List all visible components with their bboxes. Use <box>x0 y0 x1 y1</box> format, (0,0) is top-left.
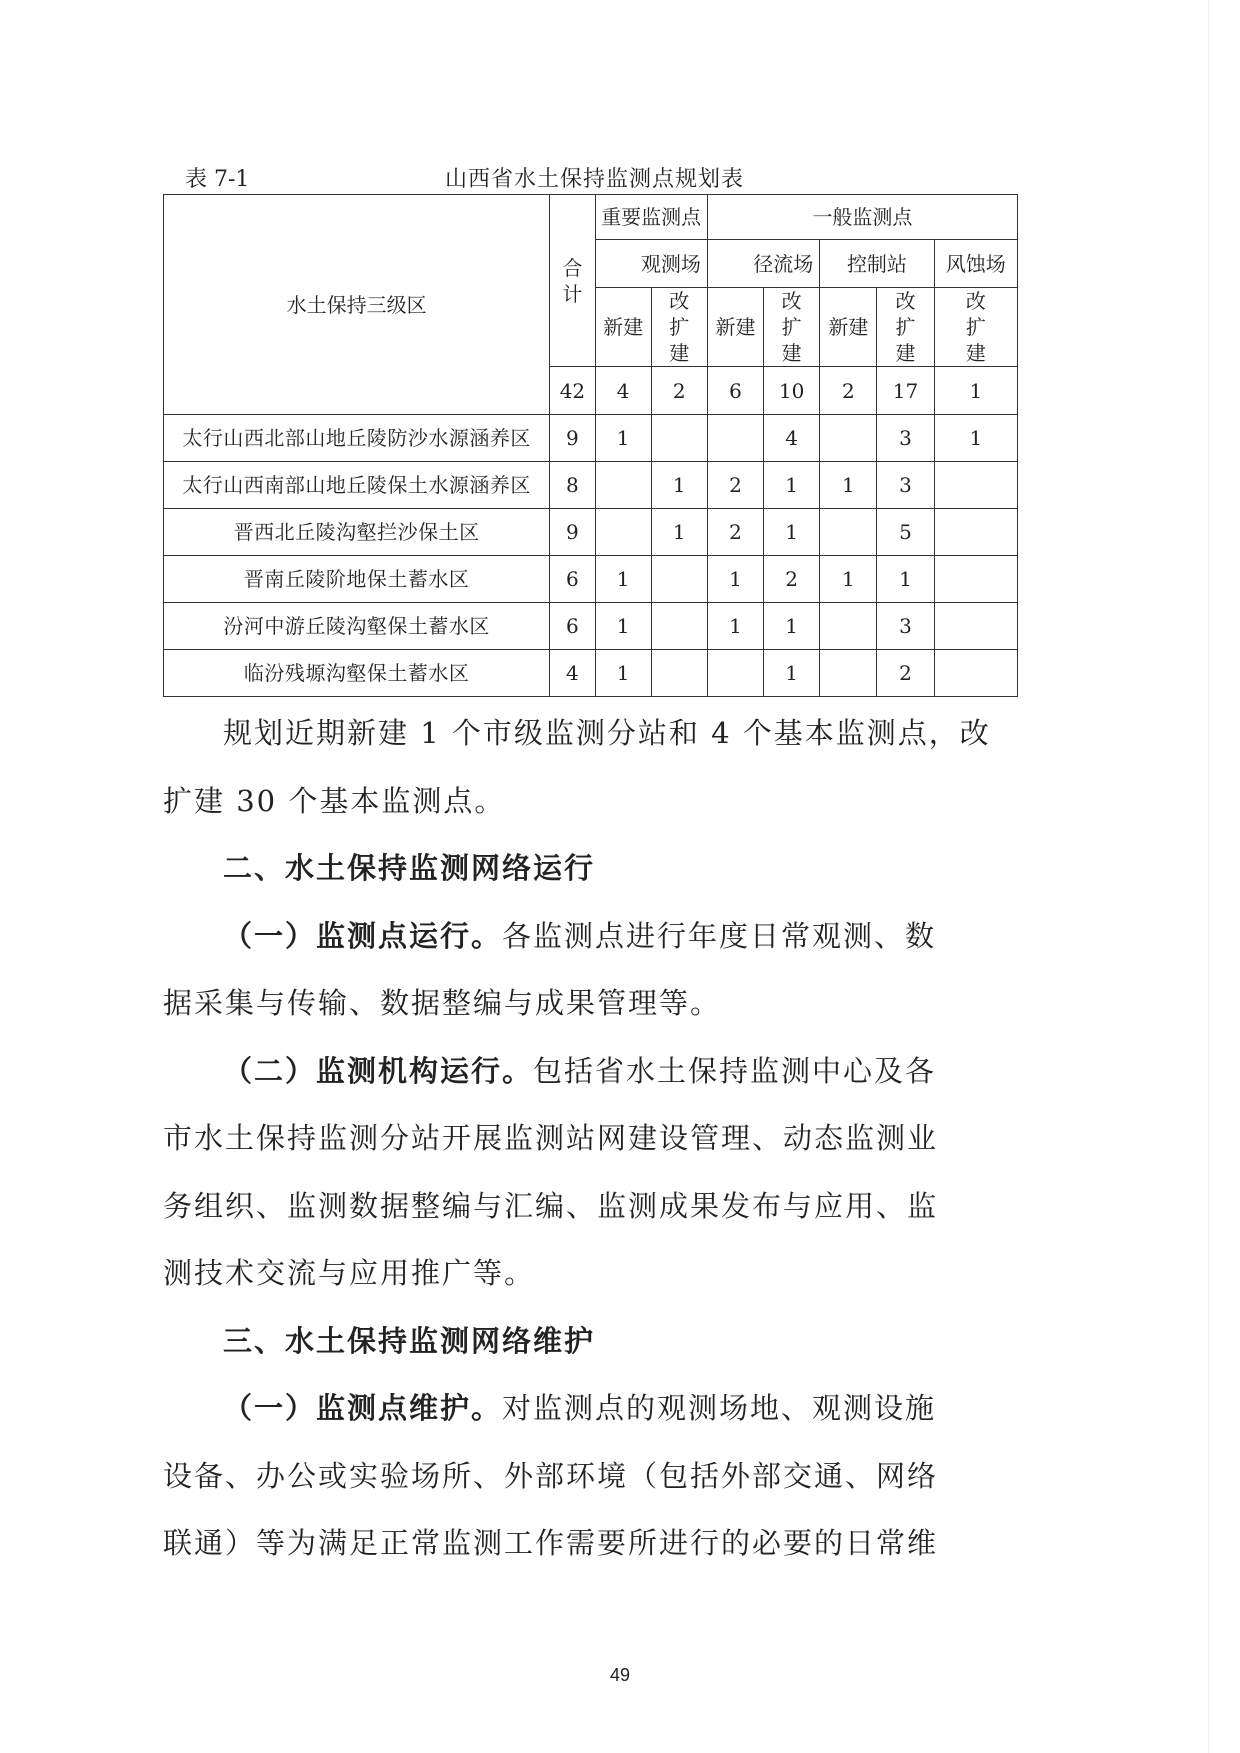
value-cell <box>595 509 651 556</box>
value-cell: 5 <box>877 509 934 556</box>
total-cell: 1 <box>934 367 1017 415</box>
value-cell: 1 <box>764 650 820 697</box>
region-name: 临汾残塬沟壑保土蓄水区 <box>164 650 550 697</box>
table-row <box>164 650 1018 697</box>
value-cell: 1 <box>820 556 877 603</box>
table-row <box>164 509 1018 556</box>
table-title: 山西省水土保持监测点规划表 <box>445 167 745 192</box>
value-cell: 4 <box>764 415 820 462</box>
total-cell: 2 <box>820 367 877 415</box>
header-new: 新建 <box>820 288 877 367</box>
value-cell: 1 <box>877 556 934 603</box>
header-new: 新建 <box>595 288 651 367</box>
header-new: 新建 <box>707 288 763 367</box>
region-name: 太行山西北部山地丘陵防沙水源涵养区 <box>164 415 550 462</box>
value-cell: 2 <box>707 462 763 509</box>
paragraph-line: 测技术交流与应用推广等。 <box>163 1256 536 1290</box>
table-row <box>164 462 1018 509</box>
paragraph-line <box>163 1038 1018 1106</box>
section-heading: 三、水土保持监测网络维护 <box>223 1323 596 1358</box>
value-cell: 1 <box>820 462 877 509</box>
total-cell: 10 <box>764 367 820 415</box>
header-region: 水土保持三级区 <box>164 195 550 415</box>
value-cell <box>820 415 877 462</box>
body-text <box>163 700 1018 1578</box>
value-cell: 2 <box>707 509 763 556</box>
value-cell: 1 <box>651 462 707 509</box>
total-cell: 2 <box>651 367 707 415</box>
page-number: 49 <box>609 1665 631 1685</box>
header-runoff: 径流场 <box>707 240 819 288</box>
value-cell: 9 <box>550 415 595 462</box>
value-cell: 2 <box>877 650 934 697</box>
value-cell: 1 <box>707 603 763 650</box>
value-cell: 3 <box>877 415 934 462</box>
header-wind: 风蚀场 <box>934 240 1017 288</box>
value-cell: 6 <box>550 556 595 603</box>
region-name: 汾河中游丘陵沟壑保土蓄水区 <box>164 603 550 650</box>
total-cell: 4 <box>595 367 651 415</box>
table-row <box>164 556 1018 603</box>
value-cell: 9 <box>550 509 595 556</box>
paragraph-lead: （二）监测机构运行。 <box>223 1053 534 1088</box>
paragraph-line: 市水土保持监测分站开展监测站网建设管理、动态监测业 <box>163 1121 939 1155</box>
value-cell <box>595 462 651 509</box>
paragraph-line: 据采集与传输、数据整编与成果管理等。 <box>163 986 722 1020</box>
table-row <box>164 415 1018 462</box>
header-observation: 观测场 <box>595 240 707 288</box>
paragraph-line: 扩建 30 个基本监测点。 <box>163 783 506 818</box>
paragraph-line <box>163 1375 1018 1443</box>
value-cell <box>651 415 707 462</box>
total-cell: 6 <box>707 367 763 415</box>
value-cell: 1 <box>764 603 820 650</box>
value-cell <box>707 415 763 462</box>
value-cell: 3 <box>877 603 934 650</box>
value-cell <box>820 509 877 556</box>
value-cell: 2 <box>764 556 820 603</box>
value-cell: 1 <box>595 650 651 697</box>
header-important: 重要监测点 <box>595 195 707 240</box>
scan-edge <box>1208 0 1209 1753</box>
value-cell <box>820 650 877 697</box>
region-name: 太行山西南部山地丘陵保土水源涵养区 <box>164 462 550 509</box>
paragraph-line: 务组织、监测数据整编与汇编、监测成果发布与应用、监 <box>163 1188 939 1223</box>
region-name: 晋西北丘陵沟壑拦沙保土区 <box>164 509 550 556</box>
value-cell: 1 <box>707 556 763 603</box>
value-cell: 8 <box>550 462 595 509</box>
value-cell: 1 <box>764 509 820 556</box>
paragraph-line: 设备、办公或实验场所、外部环境（包括外部交通、网络 <box>163 1458 939 1493</box>
value-cell: 4 <box>550 650 595 697</box>
paragraph-text: 各监测点进行年度日常观测、数 <box>502 918 937 953</box>
region-name: 晋南丘陵阶地保土蓄水区 <box>164 556 550 603</box>
value-cell: 6 <box>550 603 595 650</box>
value-cell: 1 <box>595 603 651 650</box>
value-cell: 1 <box>651 509 707 556</box>
value-cell <box>934 462 1017 509</box>
value-cell <box>934 556 1017 603</box>
table-row <box>164 603 1018 650</box>
header-total: 合计 <box>550 195 595 367</box>
value-cell: 3 <box>877 462 934 509</box>
value-cell: 1 <box>595 556 651 603</box>
value-cell: 1 <box>764 462 820 509</box>
paragraph-text: 对监测点的观测场地、观测设施 <box>502 1391 937 1425</box>
paragraph-lead: （一）监测点维护。 <box>223 1391 503 1425</box>
value-cell <box>707 650 763 697</box>
value-cell <box>934 603 1017 650</box>
value-cell <box>651 556 707 603</box>
paragraph-line: 规划近期新建 1 个市级监测分站和 4 个基本监测点，改 <box>223 716 991 750</box>
value-cell <box>934 650 1017 697</box>
value-cell <box>651 603 707 650</box>
header-general: 一般监测点 <box>707 195 1017 240</box>
paragraph-text: 包括省水土保持监测中心及各 <box>533 1053 937 1088</box>
header-expand: 改扩建 <box>764 288 820 367</box>
value-cell <box>820 603 877 650</box>
value-cell: 1 <box>934 415 1017 462</box>
table-number: 表 7-1 <box>185 167 250 192</box>
section-heading: 二、水土保持监测网络运行 <box>223 851 596 885</box>
paragraph-line: 联通）等为满足正常监测工作需要所进行的必要的日常维 <box>163 1526 939 1560</box>
header-expand: 改扩建 <box>651 288 707 367</box>
header-expand: 改扩建 <box>877 288 934 367</box>
value-cell <box>934 509 1017 556</box>
paragraph-line <box>163 903 1018 971</box>
paragraph-lead: （一）监测点运行。 <box>223 918 503 953</box>
monitoring-plan-table <box>163 194 1018 697</box>
header-expand: 改扩建 <box>934 288 1017 367</box>
total-cell: 17 <box>877 367 934 415</box>
value-cell: 1 <box>595 415 651 462</box>
total-cell: 42 <box>550 367 595 415</box>
value-cell <box>651 650 707 697</box>
header-control: 控制站 <box>820 240 934 288</box>
